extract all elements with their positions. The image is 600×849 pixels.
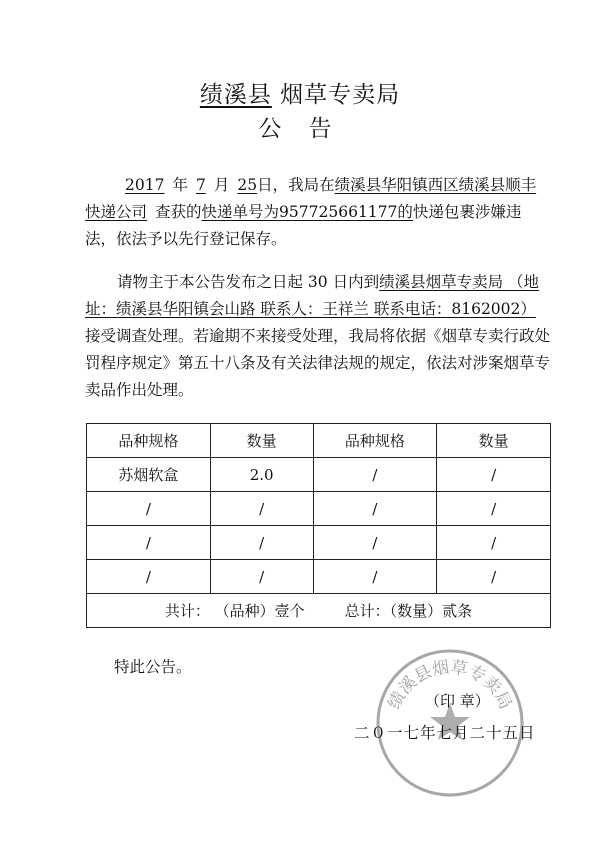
notice-month-label: 月 <box>213 176 230 194</box>
table-cell: 苏烟软盒 <box>87 458 211 492</box>
table-cell: / <box>87 526 211 560</box>
total-items-count: 共计： （品种）壹个 <box>164 602 305 620</box>
table-cell: / <box>437 458 551 492</box>
seized-items-table <box>86 423 551 628</box>
table-cell: / <box>210 526 313 560</box>
closing-statement: 特此公告。 <box>114 658 192 676</box>
table-row <box>87 492 551 526</box>
table-header-row <box>87 424 551 458</box>
seal-label: （印 章） <box>425 692 490 710</box>
table-cell: / <box>313 526 437 560</box>
notice-month: 7 <box>195 176 206 194</box>
header-cell: 品种规格 <box>313 424 437 458</box>
table-cell: / <box>313 458 437 492</box>
instructions-rest: 接受调查处理。若逾期不来接受处理，我局将依据《烟草专卖行政处罚程序规定》第五十八条及有关法律法规的规定，依法对涉案烟草专卖品作出处理。 <box>85 327 551 399</box>
table-cell: / <box>437 560 551 594</box>
tracking-number: 957725661177 <box>279 203 398 221</box>
table-row <box>87 458 551 492</box>
table-cell: / <box>210 492 313 526</box>
table-cell: / <box>313 560 437 594</box>
notice-paragraph <box>85 172 551 253</box>
table-row <box>87 526 551 560</box>
tracking-suffix: 的 <box>397 203 413 221</box>
total-quantity: 总计：（数量）贰条 <box>344 602 473 620</box>
table-cell: / <box>437 526 551 560</box>
header-cell: 数量 <box>437 424 551 458</box>
page-title <box>0 76 600 109</box>
office-address: 绩溪县烟草专卖局 （地址：绩溪县华阳镇会山路 联系人：王祥兰 联系电话：8162002） <box>85 273 540 318</box>
notice-year-label: 年 <box>172 176 188 194</box>
document-type-heading: 公 告 <box>258 116 342 142</box>
header-cell: 品种规格 <box>87 424 211 458</box>
table-cell: 2.0 <box>210 458 313 492</box>
total-cell <box>87 594 551 628</box>
signing-date: 二０一七年七月二十五日 <box>354 724 536 742</box>
notice-location: 绩溪县华阳镇西区绩溪县顺丰快递公司 <box>85 176 537 221</box>
table-cell: / <box>437 492 551 526</box>
table-total-row <box>87 594 551 628</box>
instructions-paragraph <box>85 269 551 404</box>
seal-ring-text: 绩溪县烟草专卖局 <box>384 657 516 713</box>
table-cell: / <box>210 560 313 594</box>
tracking-label: 快递单号为 <box>201 203 280 221</box>
violation-text: 快递包裹涉嫌违法，依法予以先行登记保存。 <box>85 203 522 248</box>
title-agency: 烟草专卖局 <box>280 82 401 108</box>
notice-day: 25 <box>237 176 258 194</box>
header-cell: 数量 <box>210 424 313 458</box>
table-row <box>87 560 551 594</box>
table-cell: / <box>87 560 211 594</box>
notice-day-label: 日，我局在 <box>257 176 335 194</box>
table-cell: / <box>87 492 211 526</box>
title-county: 绩溪县 <box>199 82 272 108</box>
notice-seized-text: 查获的 <box>155 203 202 221</box>
instructions-intro: 请物主于本公告发布之日起 30 日内到 <box>117 273 380 291</box>
table-cell: / <box>313 492 437 526</box>
notice-year: 2017 <box>125 176 165 194</box>
